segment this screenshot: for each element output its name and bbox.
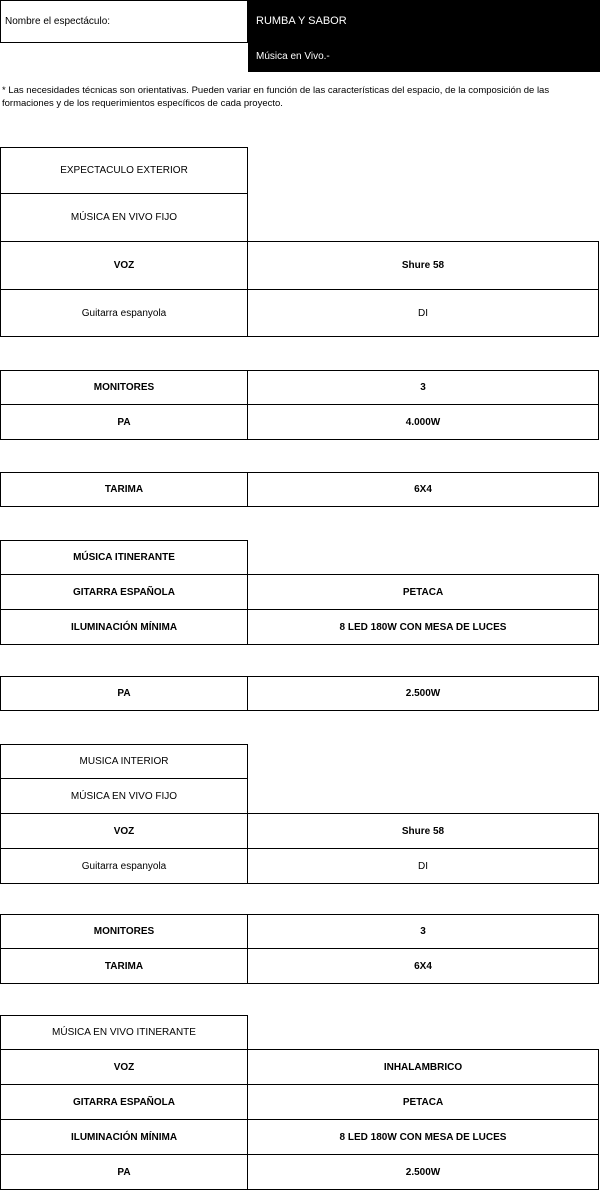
row-key: GITARRA ESPAÑOLA <box>0 574 248 610</box>
row-key: PA <box>0 1154 248 1190</box>
row-key: Guitarra espanyola <box>0 289 248 337</box>
row-value: INHALAMBRICO <box>247 1049 599 1085</box>
section-itinerante <box>0 540 600 645</box>
row-key: VOZ <box>0 241 248 290</box>
row-value: 2.500W <box>247 1154 599 1190</box>
section-title: MUSICA INTERIOR <box>0 744 248 779</box>
row-value: 6X4 <box>247 472 599 507</box>
row-value: 3 <box>247 914 599 949</box>
show-header <box>0 0 600 72</box>
row-key: GITARRA ESPAÑOLA <box>0 1084 248 1120</box>
section-exterior-tarima <box>0 472 600 507</box>
show-name-label: Nombre el espectáculo: <box>0 0 248 43</box>
section-subtitle: MÚSICA EN VIVO FIJO <box>0 193 248 242</box>
row-value: 8 LED 180W CON MESA DE LUCES <box>247 1119 599 1155</box>
row-key: VOZ <box>0 813 248 849</box>
row-key: Guitarra espanyola <box>0 848 248 884</box>
show-title: RUMBA Y SABOR <box>256 15 347 27</box>
row-value: 4.000W <box>247 404 599 440</box>
row-key: MONITORES <box>0 370 248 405</box>
show-name-box <box>248 0 600 72</box>
show-subtitle: Música en Vivo.- <box>256 51 330 62</box>
section-interior-equipment <box>0 914 600 984</box>
row-value: 2.500W <box>247 676 599 711</box>
row-key: PA <box>0 404 248 440</box>
section-subtitle: MÚSICA EN VIVO FIJO <box>0 778 248 814</box>
row-key: ILUMINACIÓN MÍNIMA <box>0 609 248 645</box>
row-value: DI <box>247 289 599 337</box>
section-interior <box>0 744 600 884</box>
row-value: Shure 58 <box>247 241 599 290</box>
section-exterior <box>0 147 600 337</box>
row-key: TARIMA <box>0 472 248 507</box>
section-vivo-itinerante <box>0 1015 600 1190</box>
row-value: 8 LED 180W CON MESA DE LUCES <box>247 609 599 645</box>
section-itinerante-pa <box>0 676 600 711</box>
technical-note: * Las necesidades técnicas son orientativas. Pueden variar en función de las características del espacio, de la composición de las formaciones y de los requerimientos específicos de cada proyecto. <box>2 85 550 109</box>
row-value: PETACA <box>247 574 599 610</box>
section-title: MÚSICA EN VIVO ITINERANTE <box>0 1015 248 1050</box>
section-title: EXPECTACULO EXTERIOR <box>0 147 248 194</box>
row-value: 3 <box>247 370 599 405</box>
row-value: 6X4 <box>247 948 599 984</box>
section-title: MÚSICA ITINERANTE <box>0 540 248 575</box>
row-key: MONITORES <box>0 914 248 949</box>
row-value: Shure 58 <box>247 813 599 849</box>
row-value: PETACA <box>247 1084 599 1120</box>
row-key: TARIMA <box>0 948 248 984</box>
row-value: DI <box>247 848 599 884</box>
row-key: VOZ <box>0 1049 248 1085</box>
row-key: ILUMINACIÓN MÍNIMA <box>0 1119 248 1155</box>
row-key: PA <box>0 676 248 711</box>
section-exterior-equipment <box>0 370 600 440</box>
